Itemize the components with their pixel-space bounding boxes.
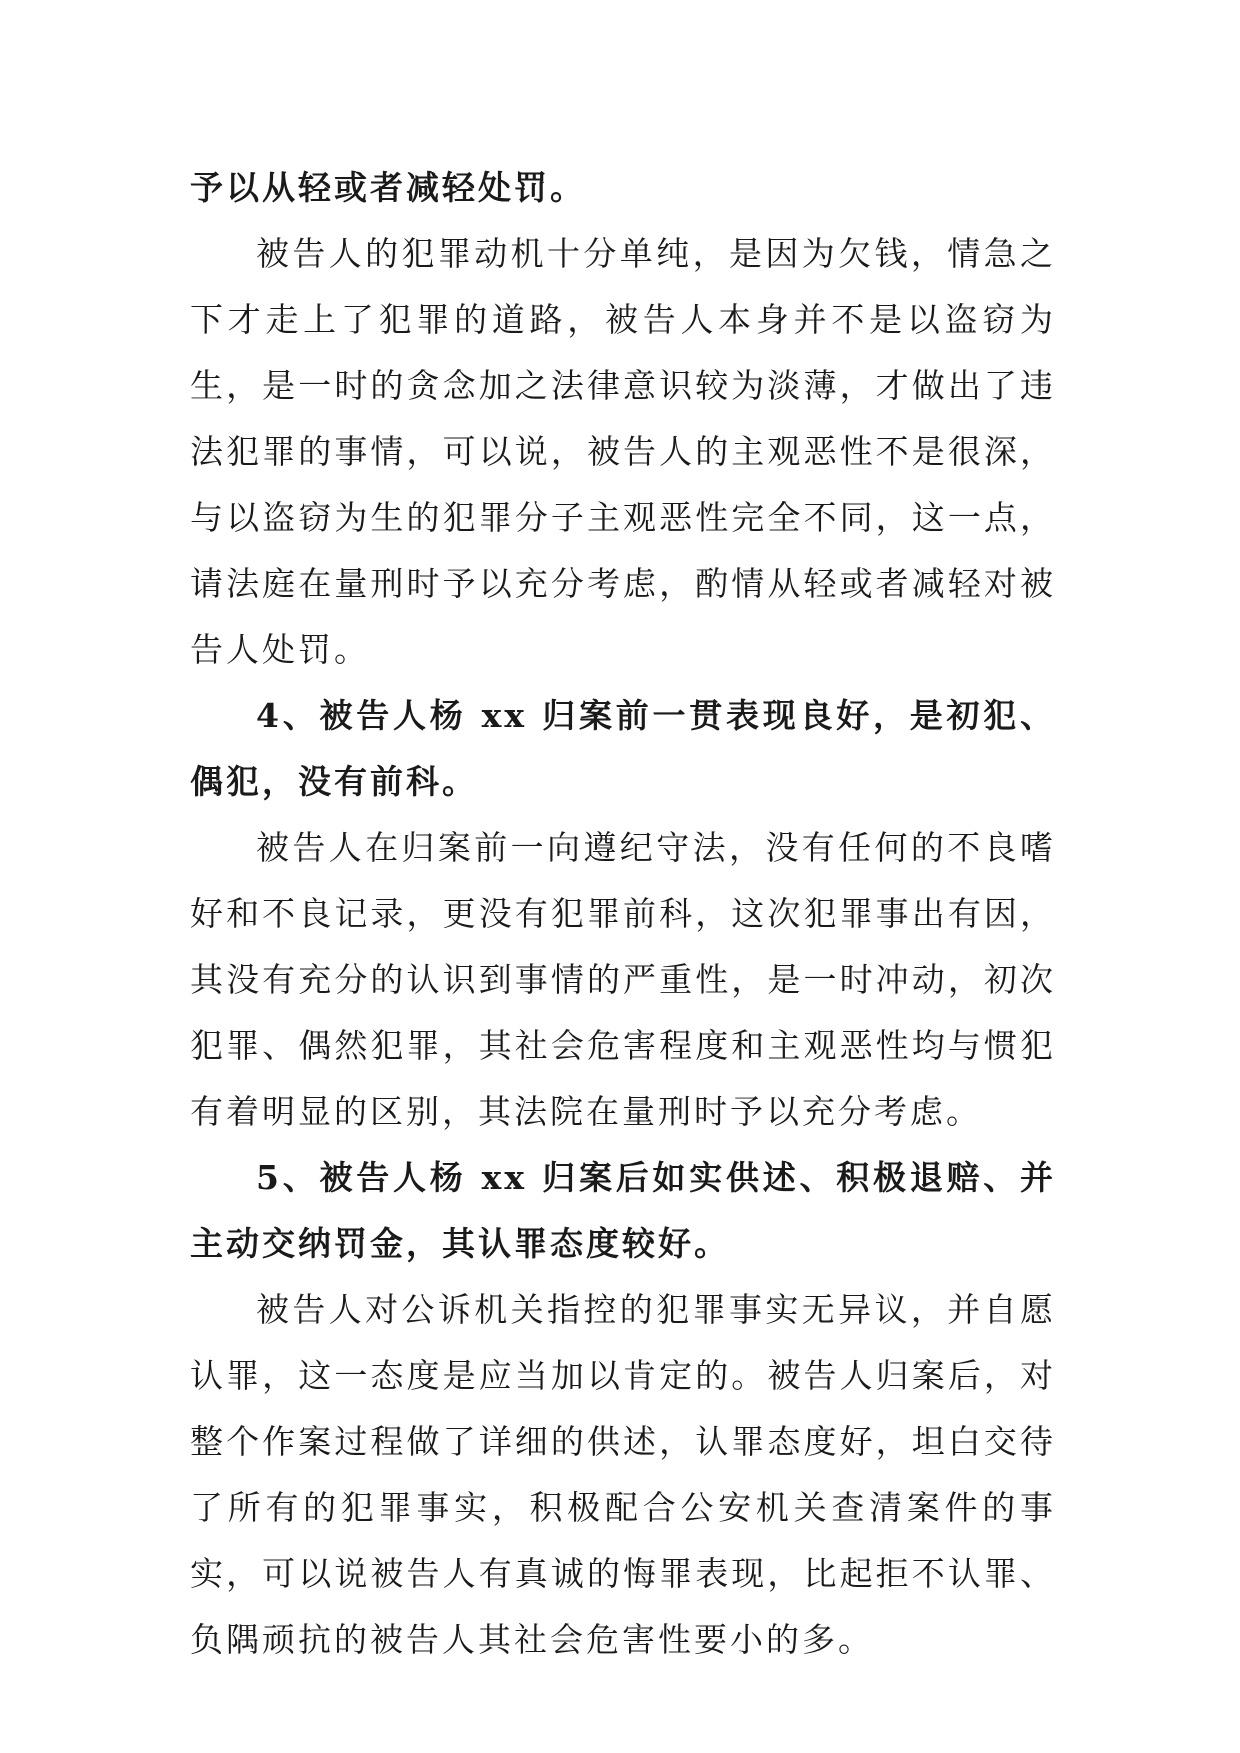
paragraph-body-1: 被告人的犯罪动机十分单纯，是因为欠钱，情急之下才走上了犯罪的道路，被告人本身并不是以盗窃为生，是一时的贪念加之法律意识较为淡薄，才做出了违法犯罪的事情，可以说，被告人的主观恶性不是很深，与以盗窃为生的犯罪分子主观恶性完全不同，这一点，请法庭在量刑时予以充分考虑，酌情从轻或者减轻对被告人处罚。 — [190, 234, 1056, 669]
document-body — [190, 155, 1056, 1673]
section-heading-5: 5、被告人杨 xx 归案后如实供述、积极退赔、并主动交纳罚金，其认罪态度较好。 — [190, 1158, 1056, 1263]
paragraph-body-2: 被告人在归案前一向遵纪守法，没有任何的不良嗜好和不良记录，更没有犯罪前科，这次犯罪事出有因，其没有充分的认识到事情的严重性，是一时冲动，初次犯罪、偶然犯罪，其社会危害程度和主观恶性均与惯犯有着明显的区别，其法院在量刑时予以充分考虑。 — [190, 828, 1056, 1131]
paragraph-continuation: 予以从轻或者减轻处罚。 — [190, 168, 586, 207]
paragraph-body-3: 被告人对公诉机关指控的犯罪事实无异议，并自愿认罪，这一态度是应当加以肯定的。被告人归案后，对整个作案过程做了详细的供述，认罪态度好，坦白交待了所有的犯罪事实，积极配合公安机关查清案件的事实，可以说被告人有真诚的悔罪表现，比起拒不认罪、负隅顽抗的被告人其社会危害性要小的多。 — [190, 1290, 1056, 1659]
section-heading-4: 4、被告人杨 xx 归案前一贯表现良好，是初犯、偶犯，没有前科。 — [190, 696, 1056, 801]
